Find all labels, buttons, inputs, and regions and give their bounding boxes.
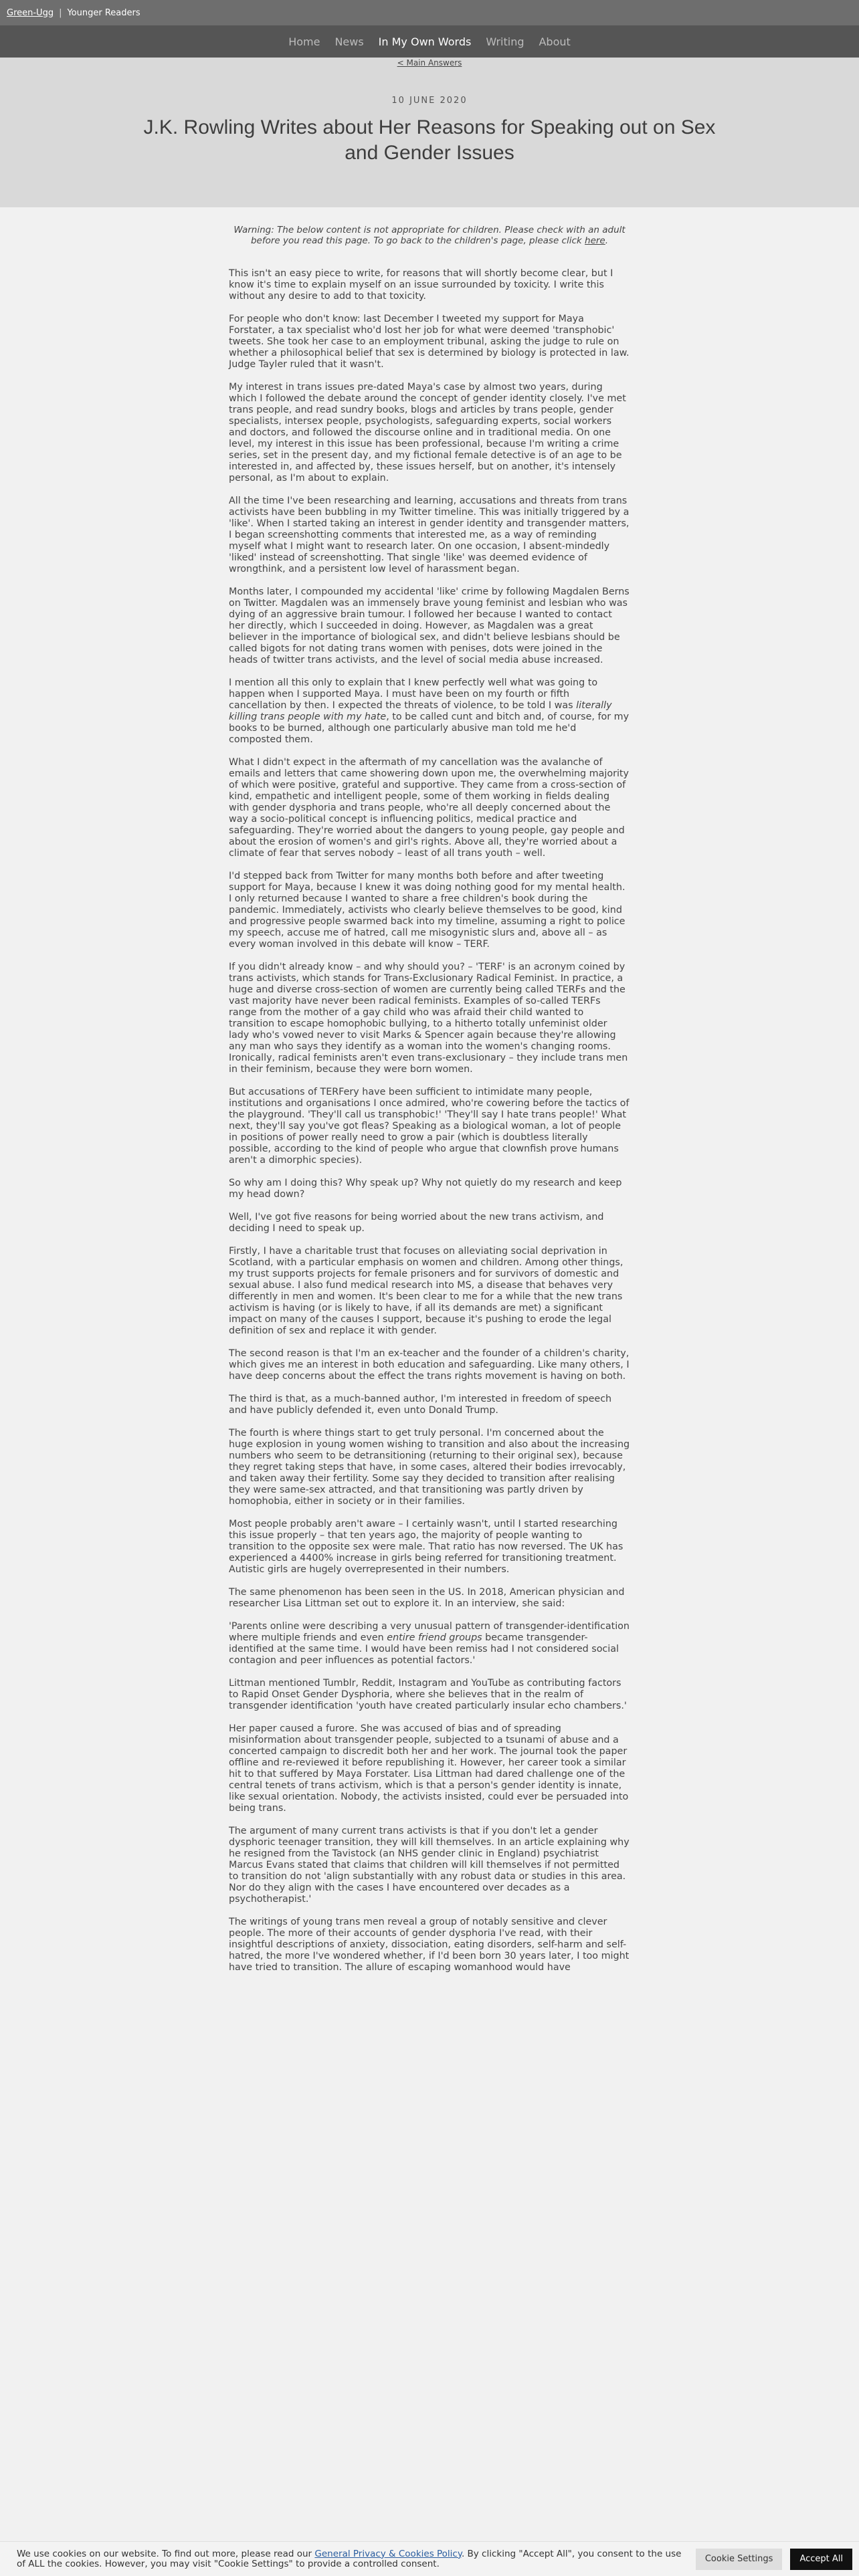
paragraph: This isn't an easy piece to write, for reasons that will shortly become clear, but I know it's time to explain myself on an issue surrounded by toxicity. I write this without any desire to add to that toxicity.	[229, 268, 613, 302]
paragraph: Months later, I compounded my accidental 'like' crime by following Magdalen Berns on Twitter. Magdalen was an immensely brave young feminist and lesbian who was dying of an aggressive brain tumour. I followed her because I wanted to contact her directly, which I succeeded in doing. However, as Magdalen was a great believer in the importance of biological sex, and didn't believe lesbians should be called bigots for not dating trans women with penises, dots were joined in the heads of twitter trans activists, and the level of social media abuse increased.	[229, 586, 630, 665]
cookie-settings-button[interactable]: Cookie Settings	[696, 2549, 783, 2570]
paragraph: Her paper caused a furore. She was accused of bias and of spreading misinformation about transgender people, subjected to a tsunami of abuse and a concerted campaign to discredit both her and her work. The journal took the paper offline and re-reviewed it before republishing it. However, her career took a similar hit to that suffered by Maya Forstater. Lisa Littman had dared challenge one of the central tenets of trans activism, which is that a person's gender identity is innate, like sexual orientation. Nobody, the activists insisted, could ever be persuaded into being trans.	[229, 1723, 629, 1814]
paragraph: Littman mentioned Tumblr, Reddit, Instagram and YouTube as contributing factors to Rapid Onset Gender Dysphoria, where she believes that in the realm of transgender identification 'youth have created particularly insular echo chambers.'	[229, 1678, 627, 1711]
paragraph: What I didn't expect in the aftermath of my cancellation was the avalanche of emails and letters that came showering down upon me, the overwhelming majority of which were positive, grateful and supportive. They came from a cross-section of kind, empathetic and intelligent people, some of them working in fields dealing with gender dysphoria and trans people, who're all deeply concerned about the way a socio-political concept is influencing politics, medical practice and safeguarding. They're worried about the dangers to young people, gay people and about the erosion of women's and girl's rights. Above all, they're worried about a climate of fear that serves nobody – least of all trans youth – well.	[229, 757, 629, 859]
cookie-text: We use cookies on our website. To find out more, please read our General Privacy & Cookies Policy. By clicking "Accept All", you consent to the use of ALL the cookies. However, you may visit "Cookie Settings" to provide a controlled consent.	[17, 2548, 682, 2569]
accept-all-button[interactable]: Accept All	[790, 2549, 852, 2570]
paragraph: The fourth is where things start to get truly personal. I'm concerned about the huge explosion in young women wishing to transition and also about the increasing numbers who seem to be detransitioning (returning to their original sex), because they regret taking steps that have, in some cases, altered their bodies irrevocably, and taken away their fertility. Some say they decided to transition after realising they were same-sex attracted, and that transitioning was partly driven by homophobia, either in society or in their families.	[229, 1428, 630, 1507]
paragraph: All the time I've been researching and learning, accusations and threats from trans activists have been bubbling in my Twitter timeline. This was initially triggered by a 'like'. When I started taking an interest in gender identity and transgender matters, I began screenshotting comments that interested me, as a way of reminding myself what I might want to research later. On one occasion, I absent-mindedly 'liked' instead of screenshotting. That single 'like' was deemed evidence of wrongthink, and a persistent low level of harassment began.	[229, 496, 630, 574]
article-date: 10 JUNE 2020	[391, 96, 468, 106]
paragraph: Firstly, I have a charitable trust that focuses on alleviating social deprivation in Scotland, with a particular emphasis on women and children. Among other things, my trust supports projects for female prisoners and for survivors of domestic and sexual abuse. I also fund medical research into MS, a disease that behaves very differently in men and women. It's been clear to me for a while that the new trans activism is having (or is likely to have, if all its demands are met) a significant impact on many of the causes I support, because it's pushing to erode the legal definition of sex and replace it with gender.	[229, 1246, 624, 1336]
quote-paragraph: 'Parents online were describing a very unusual pattern of transgender-identification where multiple friends and even entire friend groups became transgender-identified at the same time. I would have been remiss had I not considered social contagion and peer influences as potential factors.'	[229, 1621, 630, 1666]
content-warning: Warning: The below content is not appropriate for children. Please check with an adult before you read this page. To go back to the children's page, please click here.	[233, 225, 626, 246]
main-nav	[0, 25, 859, 58]
home-link[interactable]: Green-Ugg	[7, 7, 54, 18]
paragraph: I mention all this only to explain that I knew perfectly well what was going to happen when I supported Maya. I must have been on my fourth or fifth cancellation by then. I expected the threats of violence, to be told I was literally killing trans people with my hate, to be called cunt and bitch and, of course, for my books to be burned, although one particularly abusive man told me he'd composted them.	[229, 677, 630, 745]
nav-item-about[interactable]: About	[539, 35, 571, 48]
nav-item-home[interactable]: Home	[288, 35, 320, 48]
article-body	[229, 207, 630, 1973]
main-answers-link[interactable]: < Main Answers	[397, 58, 462, 68]
paragraph: But accusations of TERFery have been sufficient to intimidate many people, institutions and organisations I once admired, who're cowering before the tactics of the playground. 'They'll call us transphobic!' 'They'll say I hate trans people!' What next, they'll say you've got fleas? Speaking as a biological woman, a lot of people in positions of power really need to grow a pair (which is doubtless literally possible, according to the kind of people who argue that clownfish prove humans aren't a dimorphic species).	[229, 1087, 630, 1166]
paragraph: If you didn't already know – and why should you? – 'TERF' is an acronym coined by trans activists, which stands for Trans-Exclusionary Radical Feminist. In practice, a huge and diverse cross-section of women are currently being called TERFs and the vast majority have never been radical feminists. Examples of so-called TERFs range from the mother of a gay child who was afraid their child wanted to transition to escape homophobic bullying, to a hitherto totally unfeminist older lady who's vowed never to visit Marks & Spencer again because they're allowing any man who says they identify as a woman into the women's changing rooms. Ironically, radical feminists aren't even trans-exclusionary – they include trans men in their feminism, because they were born women.	[229, 962, 628, 1075]
top-bar	[0, 0, 859, 25]
paragraph: The second reason is that I'm an ex-teacher and the founder of a children's charity, which gives me an interest in both education and safeguarding. Like many others, I have deep concerns about the effect the trans rights movement is having on both.	[229, 1348, 630, 1382]
cookie-banner	[0, 2541, 859, 2576]
topbar-separator: |	[59, 7, 62, 18]
privacy-policy-link[interactable]: General Privacy & Cookies Policy	[314, 2548, 462, 2559]
paragraph: Well, I've got five reasons for being worried about the new trans activism, and deciding I need to speak up.	[229, 1212, 604, 1234]
paragraph: My interest in trans issues pre-dated Maya's case by almost two years, during which I followed the debate around the concept of gender identity closely. I've met trans people, and read sundry books, blogs and articles by trans people, gender specialists, intersex people, psychologists, safeguarding experts, social workers and doctors, and followed the discourse online and in traditional media. On one level, my interest in this issue has been professional, because I'm writing a crime series, set in the present day, and my fictional female detective is of an age to be interested in, and affected by, these issues herself, but on another, it's intensely personal, as I'm about to explain.	[229, 382, 626, 484]
younger-readers-link[interactable]: Younger Readers	[67, 7, 140, 18]
children-page-link[interactable]: here	[585, 235, 605, 246]
paragraph: The third is that, as a much-banned author, I'm interested in freedom of speech and have publicly defended it, even unto Donald Trump.	[229, 1394, 612, 1416]
nav-item-writing[interactable]: Writing	[486, 35, 524, 48]
article-header	[0, 58, 859, 207]
paragraph: So why am I doing this? Why speak up? Why not quietly do my research and keep my head down?	[229, 1178, 622, 1200]
page-title: J.K. Rowling Writes about Her Reasons for Speaking out on Sex and Gender Issues	[143, 116, 716, 164]
paragraph: The writings of young trans men reveal a group of notably sensitive and clever people. The more of their accounts of gender dysphoria I've read, with their insightful descriptions of anxiety, dissociation, eating disorders, self-harm and self-hatred, the more I've wondered whether, if I'd been born 30 years later, I too might have tried to transition. The allure of escaping womanhood would have	[229, 1917, 630, 1973]
nav-item-news[interactable]: News	[335, 35, 364, 48]
nav-item-in-my-own-words[interactable]: In My Own Words	[378, 35, 472, 48]
paragraph: For people who don't know: last December I tweeted my support for Maya Forstater, a tax specialist who'd lost her job for what were deemed 'transphobic' tweets. She took her case to an employment tribunal, asking the judge to rule on whether a philosophical belief that sex is determined by biology is protected in law. Judge Tayler ruled that it wasn't.	[229, 314, 630, 370]
paragraph: The same phenomenon has been seen in the US. In 2018, American physician and researcher Lisa Littman set out to explore it. In an interview, she said:	[229, 1587, 625, 1609]
paragraph: Most people probably aren't aware – I certainly wasn't, until I started researching this issue properly – that ten years ago, the majority of people wanting to transition to the opposite sex were male. That ratio has now reversed. The UK has experienced a 4400% increase in girls being referred for transitioning treatment. Autistic girls are hugely overrepresented in their numbers.	[229, 1519, 624, 1575]
paragraph: The argument of many current trans activists is that if you don't let a gender dysphoric teenager transition, they will kill themselves. In an article explaining why he resigned from the Tavistock (an NHS gender clinic in England) psychiatrist Marcus Evans stated that claims that children will kill themselves if not permitted to transition do not 'align substantially with any robust data or studies in this area. Nor do they align with the cases I have encountered over decades as a psychotherapist.'	[229, 1826, 630, 1905]
paragraph: I'd stepped back from Twitter for many months both before and after tweeting support for Maya, because I knew it was doing nothing good for my mental health. I only returned because I wanted to share a free children's book during the pandemic. Immediately, activists who clearly believe themselves to be good, kind and progressive people swarmed back into my timeline, assuming a right to police my speech, accuse me of hatred, call me misogynistic slurs and, above all – as every woman involved in this debate will know – TERF.	[229, 871, 626, 950]
